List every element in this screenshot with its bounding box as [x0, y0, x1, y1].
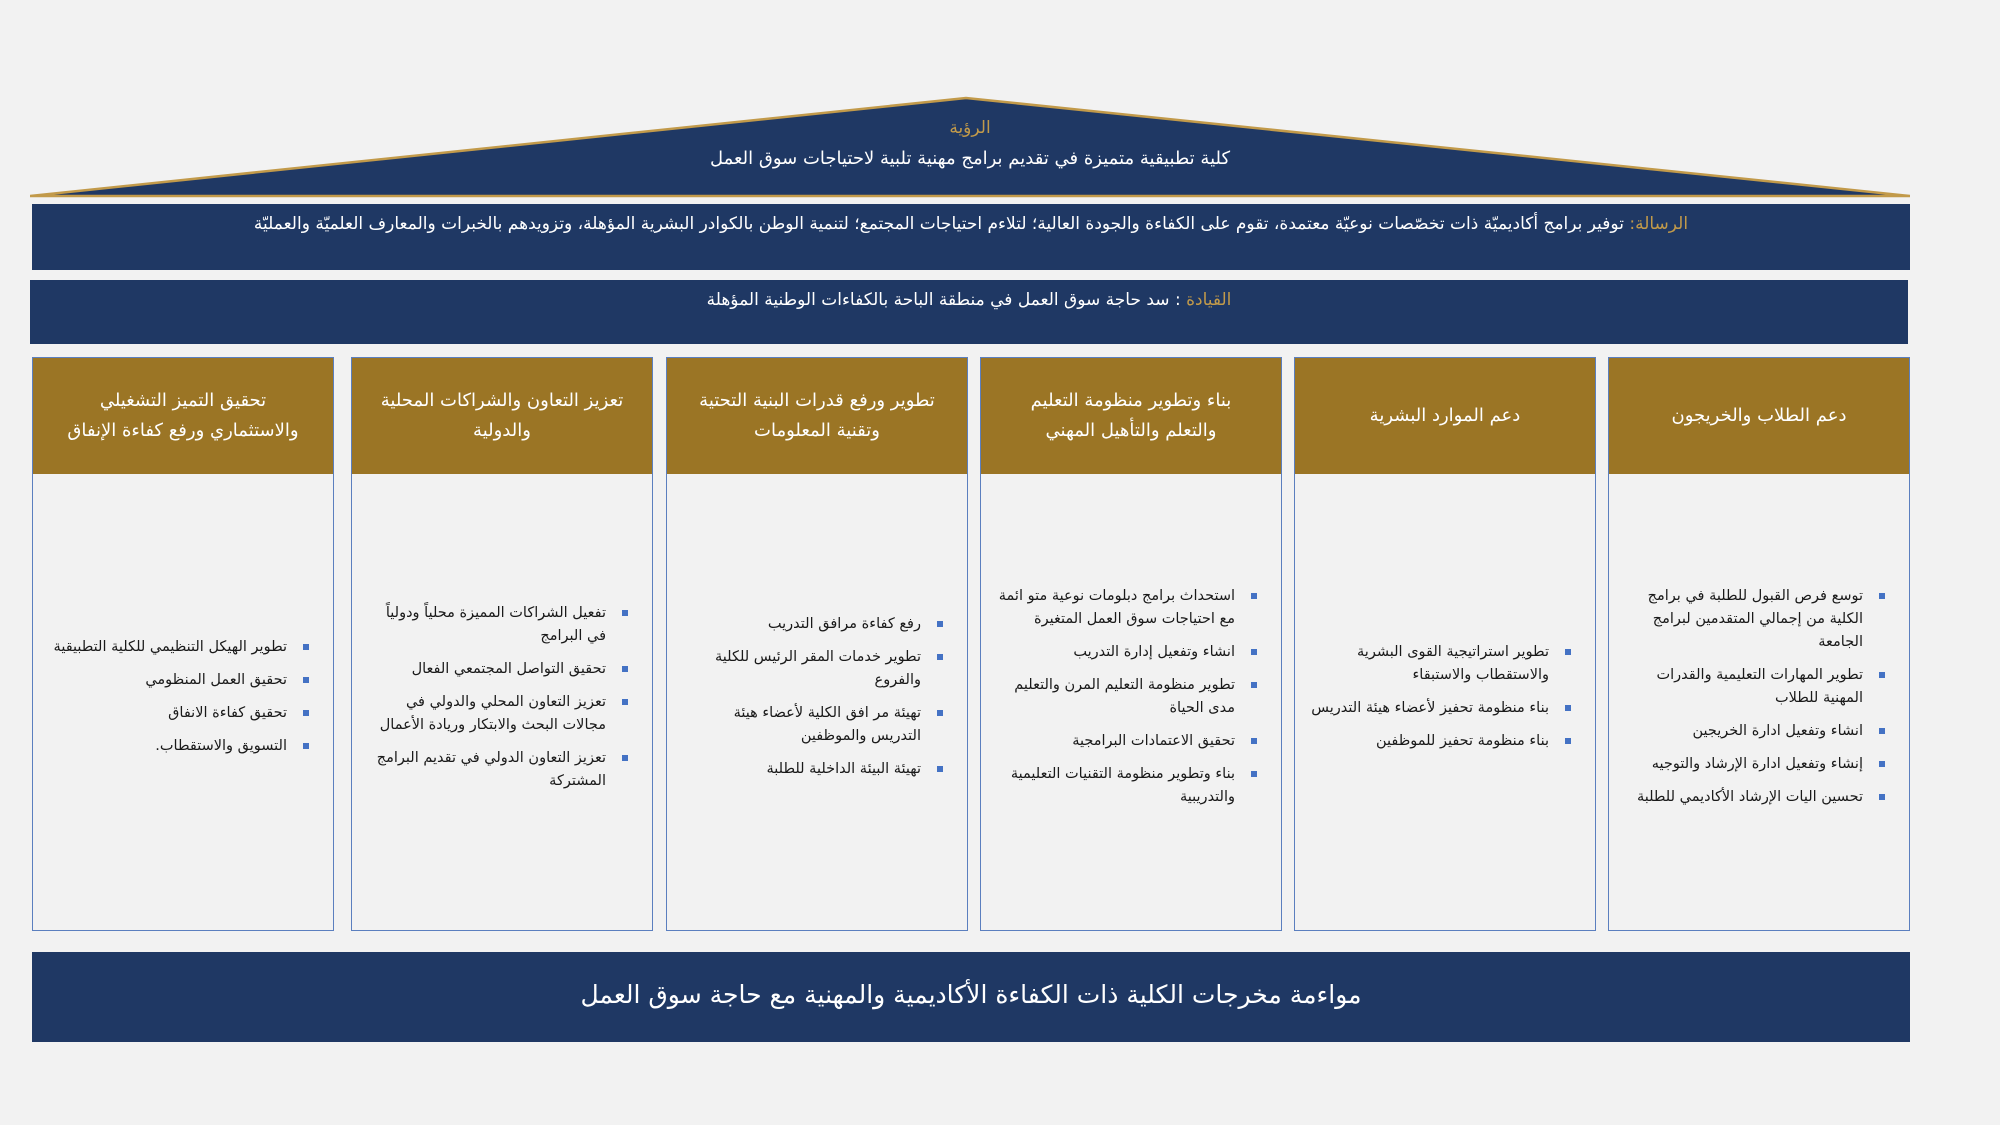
bullet-icon [937, 766, 943, 772]
pillar-infrastructure-it [666, 357, 968, 931]
bullet-icon [1251, 593, 1257, 599]
list-item [681, 613, 943, 636]
pillar-title: تحقيق التميز التشغيلي والاستثماري ورفع كفاءة الإنفاق [33, 358, 333, 474]
list-item-text: إنشاء وتفعيل ادارة الإرشاد والتوجيه [1651, 756, 1863, 772]
bullet-icon [303, 743, 309, 749]
bullet-icon [622, 666, 628, 672]
pillar-body [352, 474, 652, 930]
leadership-statement: : سد حاجة سوق العمل في منطقة الباحة بالكفاءات الوطنية المؤهلة [706, 290, 1187, 310]
list-item-text: تطوير المهارات التعليمية والقدرات المهنية للطلاب [1656, 667, 1863, 706]
leadership-banner [30, 280, 1908, 344]
list-item [366, 691, 628, 737]
list-item [995, 674, 1257, 720]
list-item [47, 702, 309, 725]
list-item [1623, 786, 1885, 809]
list-item [681, 758, 943, 781]
list-item [47, 636, 309, 659]
list-item [995, 730, 1257, 753]
bullet-icon [622, 755, 628, 761]
list-item-text: رفع كفاءة مرافق التدريب [767, 616, 921, 632]
list-item-text: بناء منظومة تحفيز للموظفين [1375, 733, 1549, 749]
list-item [681, 646, 943, 692]
list-item [1309, 697, 1571, 720]
bullet-icon [1879, 794, 1885, 800]
pillar-operational-excellence [32, 357, 334, 931]
foundation-banner [32, 952, 1910, 1042]
pillar-title: بناء وتطوير منظومة التعليم والتعلم والتأهيل المهني [981, 358, 1281, 474]
bullet-icon [1879, 593, 1885, 599]
list-item-text: توسع فرص القبول للطلبة في برامج الكلية من إجمالي المتقدمين لبرامج الجامعة [1647, 588, 1863, 650]
list-item-text: بناء منظومة تحفيز لأعضاء هيئة التدريس [1311, 700, 1549, 716]
pillar-teaching-learning [980, 357, 1282, 931]
pillar-body [667, 474, 967, 930]
list-item-text: بناء وتطوير منظومة التقنيات التعليمية والتدريبية [1010, 766, 1235, 805]
bullet-icon [1565, 649, 1571, 655]
list-item-text: تحقيق العمل المنظومي [145, 672, 287, 688]
mission-banner [32, 204, 1910, 270]
bullet-icon [1251, 771, 1257, 777]
bullet-icon [1251, 682, 1257, 688]
vision-statement: كلية تطبيقية متميزة في تقديم برامج مهنية تلبية لاحتياجات سوق العمل [709, 148, 1231, 169]
list-item [366, 602, 628, 648]
vision-roof [30, 96, 1910, 198]
mission-label: الرسالة: [1629, 214, 1689, 234]
pillar-list [1623, 585, 1885, 819]
bullet-icon [937, 654, 943, 660]
list-item [1623, 664, 1885, 710]
list-item [47, 669, 309, 692]
pillar-list [366, 602, 628, 803]
pillar-body [33, 474, 333, 930]
list-item [995, 763, 1257, 809]
list-item [366, 747, 628, 793]
list-item-text: تعزيز التعاون الدولي في تقديم البرامج المشتركة [376, 749, 606, 789]
pillar-list [1309, 641, 1571, 763]
list-item [681, 702, 943, 748]
leadership-label: القيادة [1186, 290, 1232, 310]
bullet-icon [622, 610, 628, 616]
list-item [47, 735, 309, 758]
bullet-icon [937, 710, 943, 716]
pillar-human-resources [1294, 357, 1596, 931]
list-item-text: استحداث برامج دبلومات نوعية متو ائمة مع احتياجات سوق العمل المتغيرة [998, 588, 1235, 627]
list-item-text: تحقيق الاعتمادات البرامجية [1072, 733, 1235, 749]
list-item-text: انشاء وتفعيل إدارة التدريب [1073, 644, 1235, 660]
bullet-icon [303, 677, 309, 683]
pillar-title: دعم الطلاب والخريجون [1609, 358, 1909, 474]
list-item-text: تطوير خدمات المقر الرئيس للكلية والفروع [715, 649, 921, 688]
list-item [1623, 720, 1885, 743]
bullet-icon [1251, 738, 1257, 744]
bullet-icon [622, 699, 628, 705]
bullet-icon [303, 710, 309, 716]
list-item-text: انشاء وتفعيل ادارة الخريجين [1692, 723, 1863, 739]
pillar-body [1295, 474, 1595, 930]
list-item-text: تهيئة البيئة الداخلية للطلبة [766, 761, 921, 777]
list-item [1623, 753, 1885, 776]
pillar-title: دعم الموارد البشرية [1295, 358, 1595, 474]
bullet-icon [1565, 738, 1571, 744]
list-item [1309, 730, 1571, 753]
mission-statement: توفير برامج أكاديميّة ذات تخصّصات نوعيّة معتمدة، تقوم على الكفاءة والجودة العالية؛ لتلاءم احتياجات المجتمع؛ لتنمية الوطن بالكوادر البشرية المؤهلة، وتزويدهم بالخبرات والمعارف العلميّة والعمليّة [253, 214, 1630, 234]
bullet-icon [1879, 728, 1885, 734]
bullet-icon [1251, 649, 1257, 655]
bullet-icon [303, 644, 309, 650]
pillar-list [995, 585, 1257, 819]
list-item-text: التسويق والاستقطاب. [155, 738, 287, 754]
pillar-body [981, 474, 1281, 930]
list-item-text: تطوير استراتيجية القوى البشرية والاستقطاب والاستبقاء [1357, 644, 1549, 683]
list-item-text: تحقيق كفاءة الانفاق [168, 705, 287, 721]
list-item-text: تطوير الهيكل التنظيمي للكلية التطبيقية [53, 639, 287, 655]
list-item [1309, 641, 1571, 687]
list-item [366, 658, 628, 681]
list-item-text: تهيئة مر افق الكلية لأعضاء هيئة التدريس والموظفين [733, 705, 921, 744]
list-item-text: تطوير منظومة التعليم المرن والتعليم مدى الحياة [1014, 677, 1235, 716]
list-item [995, 585, 1257, 631]
list-item-text: تحقيق التواصل المجتمعي الفعال [411, 660, 606, 677]
pillar-students-graduates [1608, 357, 1910, 931]
roof-shape [30, 96, 1910, 198]
pillar-title: تطوير ورفع قدرات البنية التحتية وتقنية المعلومات [667, 358, 967, 474]
pillar-list [47, 636, 309, 768]
pillar-partnerships [351, 357, 653, 931]
list-item-text: تفعيل الشراكات المميزة محلياً ودولياً في البرامج [385, 604, 606, 644]
vision-label: الرؤية [949, 118, 991, 138]
list-item-text: تحسين اليات الإرشاد الأكاديمي للطلبة [1636, 789, 1863, 805]
pillar-body [1609, 474, 1909, 930]
pillar-title: تعزيز التعاون والشراكات المحلية والدولية [352, 358, 652, 474]
foundation-statement: مواءمة مخرجات الكلية ذات الكفاءة الأكاديمية والمهنية مع حاجة سوق العمل [580, 980, 1362, 1009]
list-item [1623, 585, 1885, 654]
bullet-icon [1565, 705, 1571, 711]
bullet-icon [1879, 672, 1885, 678]
bullet-icon [937, 621, 943, 627]
bullet-icon [1879, 761, 1885, 767]
pillar-list [681, 613, 943, 791]
list-item [995, 641, 1257, 664]
list-item-text: تعزيز التعاون المحلي والدولي في مجالات البحث والابتكار وريادة الأعمال [379, 693, 606, 733]
